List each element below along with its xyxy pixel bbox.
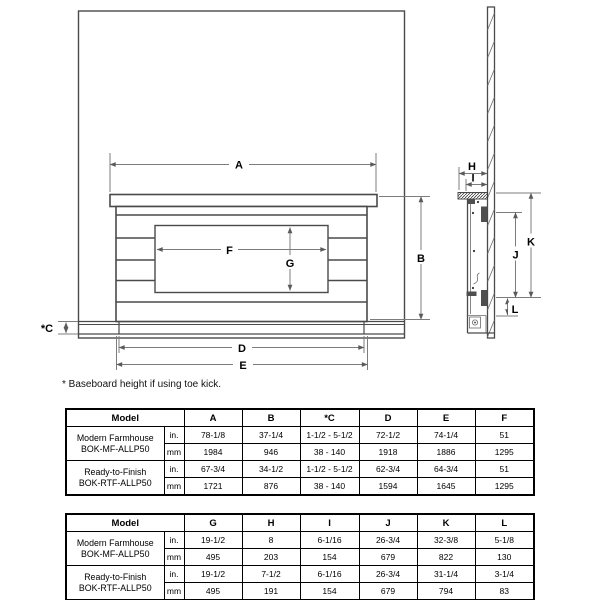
column-header-B: B (242, 409, 300, 427)
dim-label-l: L (511, 304, 519, 316)
front-view (41, 11, 430, 372)
side-view (458, 7, 541, 338)
screw-dot (477, 201, 479, 203)
column-header-model: Model (66, 514, 184, 532)
model-cell (66, 532, 164, 566)
column-header-E: E (417, 409, 475, 427)
value-cell-inches: 31-1/4 (417, 566, 475, 583)
value-cell-inches: 37-1/4 (242, 427, 300, 444)
dim-label-d: D (238, 343, 246, 355)
model-name-line: BOK-MF-ALLP50 (81, 443, 150, 454)
model-name-line: Ready-to-Finish (84, 571, 147, 582)
value-cell-inches: 51 (475, 461, 534, 478)
column-header-D: D (359, 409, 417, 427)
dim-label-h: H (468, 161, 476, 173)
dim-label-e: E (239, 360, 247, 372)
mantel-shelf (110, 195, 377, 207)
dim-I (466, 173, 487, 192)
shelf-section (458, 193, 488, 200)
model-cell (66, 566, 164, 600)
unit-cell-inches: in. (164, 566, 184, 583)
value-cell-mm: 679 (359, 583, 417, 600)
screw-dot (473, 250, 475, 252)
value-cell-inches: 32-3/8 (417, 532, 475, 549)
unit-cell-mm: mm (164, 478, 184, 496)
top-bracket (481, 207, 487, 223)
model-name-line: Ready-to-Finish (84, 466, 147, 477)
value-cell-inches: 6-1/16 (300, 532, 359, 549)
value-cell-mm: 822 (417, 549, 475, 566)
value-cell-mm: 38 - 140 (300, 444, 359, 461)
dim-label-c: *C (40, 323, 54, 335)
value-cell-inches: 26-3/4 (359, 532, 417, 549)
model-name-line: BOK-MF-ALLP50 (81, 548, 150, 559)
dim-K (496, 193, 541, 298)
column-header-J: J (359, 514, 417, 532)
column-header-C: *C (300, 409, 359, 427)
value-cell-mm: 1721 (184, 478, 242, 496)
column-header-F: F (475, 409, 534, 427)
value-cell-inches: 62-3/4 (359, 461, 417, 478)
wire-hook (474, 273, 480, 284)
bottom-bracket (481, 290, 487, 306)
model-name-line: Modern Farmhouse (76, 432, 154, 443)
value-cell-inches: 64-3/4 (417, 461, 475, 478)
dim-label-g: G (285, 258, 295, 270)
column-header-H: H (242, 514, 300, 532)
value-cell-inches: 34-1/2 (242, 461, 300, 478)
column-header-K: K (417, 514, 475, 532)
top-cleat (468, 200, 475, 205)
model-name-line: BOK-RTF-ALLP50 (78, 477, 152, 488)
model-cell (66, 461, 164, 496)
value-cell-inches: 8 (242, 532, 300, 549)
value-cell-inches: 72-1/2 (359, 427, 417, 444)
value-cell-inches: 6-1/16 (300, 566, 359, 583)
model-row (66, 532, 534, 549)
value-cell-inches: 1-1/2 - 5-1/2 (300, 427, 359, 444)
value-cell-mm: 154 (300, 583, 359, 600)
dim-D (119, 336, 364, 355)
value-cell-inches: 19-1/2 (184, 566, 242, 583)
value-cell-mm: 679 (359, 549, 417, 566)
column-header-G: G (184, 514, 242, 532)
value-cell-inches: 3-1/4 (475, 566, 534, 583)
value-cell-mm: 1295 (475, 478, 534, 496)
value-cell-mm: 1886 (417, 444, 475, 461)
value-cell-mm: 794 (417, 583, 475, 600)
value-cell-inches: 74-1/4 (417, 427, 475, 444)
value-cell-mm: 191 (242, 583, 300, 600)
value-cell-mm: 495 (184, 549, 242, 566)
column-header-A: A (184, 409, 242, 427)
value-cell-mm: 83 (475, 583, 534, 600)
value-cell-mm: 154 (300, 549, 359, 566)
column-header-model: Model (66, 409, 184, 427)
unit-cell-inches: in. (164, 532, 184, 549)
value-cell-inches: 7-1/2 (242, 566, 300, 583)
baseboard-footnote: * Baseboard height if using toe kick. (62, 379, 221, 390)
dimension-table-a-f (65, 408, 535, 496)
value-cell-mm: 495 (184, 583, 242, 600)
model-row (66, 427, 534, 444)
value-cell-inches: 51 (475, 427, 534, 444)
value-cell-inches: 19-1/2 (184, 532, 242, 549)
dim-label-a: A (235, 159, 243, 172)
wall-section (488, 7, 495, 338)
value-cell-mm: 1295 (475, 444, 534, 461)
dim-label-i: I (471, 172, 475, 185)
value-cell-mm: 1645 (417, 478, 475, 496)
dimension-table-g-l (65, 513, 535, 600)
firebox-opening (155, 226, 328, 293)
bottom-cleat (467, 292, 477, 297)
model-name-line: BOK-RTF-ALLP50 (78, 582, 152, 593)
model-name-line: Modern Farmhouse (76, 537, 154, 548)
unit-cell-inches: in. (164, 427, 184, 444)
value-cell-mm: 1984 (184, 444, 242, 461)
dim-L (496, 299, 521, 317)
model-cell (66, 427, 164, 461)
dim-J (496, 213, 523, 298)
column-header-I: I (300, 514, 359, 532)
unit-cell-mm: mm (164, 549, 184, 566)
value-cell-mm: 1594 (359, 478, 417, 496)
value-cell-mm: 1918 (359, 444, 417, 461)
value-cell-inches: 26-3/4 (359, 566, 417, 583)
value-cell-mm: 130 (475, 549, 534, 566)
value-cell-mm: 203 (242, 549, 300, 566)
dim-label-k: K (527, 236, 535, 249)
value-cell-mm: 946 (242, 444, 300, 461)
unit-cell-mm: mm (164, 444, 184, 461)
column-header-L: L (475, 514, 534, 532)
unit-cell-mm: mm (164, 583, 184, 600)
value-cell-mm: 38 - 140 (300, 478, 359, 496)
screw-dot (472, 212, 474, 214)
value-cell-inches: 78-1/8 (184, 427, 242, 444)
value-cell-inches: 1-1/2 - 5-1/2 (300, 461, 359, 478)
value-cell-inches: 67-3/4 (184, 461, 242, 478)
model-row (66, 566, 534, 583)
dim-label-j: J (512, 249, 519, 262)
screw-dot (472, 287, 474, 289)
value-cell-mm: 876 (242, 478, 300, 496)
model-row (66, 461, 534, 478)
dim-C (41, 322, 78, 336)
dim-label-f: F (226, 245, 233, 257)
dim-label-b: B (417, 253, 425, 265)
unit-cell-inches: in. (164, 461, 184, 478)
value-cell-inches: 5-1/8 (475, 532, 534, 549)
